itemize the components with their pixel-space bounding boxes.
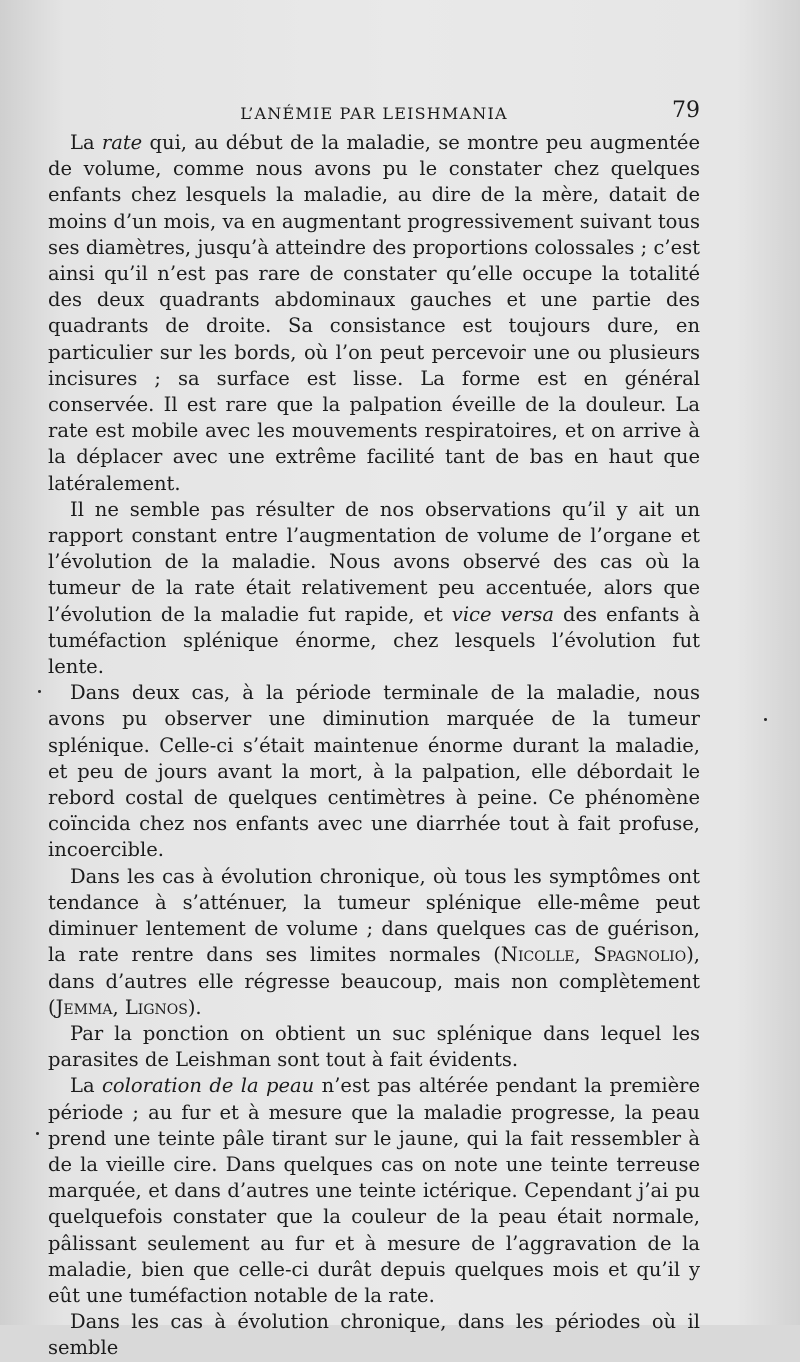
text-segment: ,: [112, 995, 125, 1019]
text-segment: ), dans d’autres elle régresse beaucoup, mais non complètement (: [48, 943, 700, 1019]
paper-speck: [38, 690, 41, 693]
text-segment: Dans les cas à évolution chronique, dans les périodes où il semble: [48, 1310, 700, 1360]
text-segment: Par la ponction on obtient un suc splénique dans lequel les parasites de Leishman sont tout à fait évidents.: [48, 1021, 700, 1072]
text-segment: n’est pas altérée pendant la première période ; au fur et à mesure que la maladie progresse, la peau prend une teinte pâle tirant sur le jaune, qui la fait ressembler à de la vieille cire. Dans quelques cas on note une teinte terreuse marquée, et dans d’autres une teinte ictérique. Cependant j’ai pu quelquefois constater que la couleur de la peau était normale, pâlissant seulement au fur et à mesure de l’aggravation de la maladie, bien que celle-ci durât depuis quelques mois et qu’il y eût une tuméfaction notable de la rate.: [48, 1074, 700, 1307]
text-segment: ,: [574, 943, 594, 967]
body-text: [48, 130, 700, 1362]
author-name: Nicolle: [500, 943, 575, 967]
text-segment: Dans deux cas, à la période terminale de la maladie, nous avons pu observer une diminution marquée de la tumeur splénique. Celle-ci s’était maintenue énorme durant la maladie, et peu de jours avant la mort, à la palpation, elle débordait le rebord costal de quelques centimètres à peine. Ce phénomène coïncida chez nos enfants avec une diarrhée tout à fait profuse, incoercible.: [48, 681, 700, 862]
paragraph: [48, 130, 700, 497]
paragraph: [48, 1021, 700, 1073]
italic-term: rate: [101, 131, 143, 154]
text-segment: La: [70, 1074, 102, 1098]
paragraph: [48, 1309, 700, 1361]
author-name: Jemma: [55, 995, 113, 1019]
paper-speck: [36, 1132, 39, 1135]
paper-speck: [764, 718, 767, 721]
text-segment: Il ne semble pas résulter de nos observations qu’il y ait un rapport constant entre l’augmentation de volume de l’organe et l’évolution de la maladie. Nous avons observé des cas où la tumeur de la rate était relativement peu accentuée, alors que l’évolution de la maladie fut rapide, et: [48, 497, 700, 626]
paragraph: [48, 864, 700, 1021]
page-header: [48, 98, 700, 132]
running-title: L’ANÉMIE PAR LEISHMANIA: [240, 104, 508, 123]
author-name: Spagnolio: [593, 943, 687, 967]
paragraph: [48, 680, 700, 863]
text-segment: qui, au début de la maladie, se montre peu augmentée de volume, comme nous avons pu le constater chez quelques enfants chez lesquels la maladie, au dire de la mère, datait de moins d’un mois, va en augmentant progressivement suivant tous ses diamètres, jusqu’à atteindre des proportions colossales ; c’est ainsi qu’il n’est pas rare de constater qu’elle occupe la totalité des deux quadrants abdominaux gauches et une partie des quadrants de droite. Sa consistance est toujours dure, en particulier sur les bords, où l’on peut percevoir une ou plusieurs incisures ; sa surface est lisse. La forme est en général conservée. Il est rare que la palpation éveille de la douleur. La rate est mobile avec les mouvements respiratoires, et on arrive à la déplacer avec une extrême facilité tant de bas en haut que latéralement.: [48, 131, 700, 495]
text-segment: des enfants à tuméfaction splénique énorme, chez lesquels l’évolution fut lente.: [48, 602, 700, 679]
author-name: Lignos: [124, 995, 188, 1019]
text-segment: La: [70, 131, 102, 154]
text-segment: ).: [187, 995, 202, 1019]
page-number: 79: [672, 98, 700, 123]
text-segment: Dans les cas à évolution chronique, où tous les symptômes ont tendance à s’atténuer, la tumeur splénique elle-même peut diminuer lentement de volume ; dans quelques cas de guérison, la rate rentre dans ses limites normales (: [48, 864, 700, 967]
paragraph: [48, 1073, 700, 1309]
italic-term: vice versa: [451, 602, 555, 626]
italic-term: coloration de la peau: [101, 1074, 315, 1098]
paragraph: [48, 497, 700, 680]
